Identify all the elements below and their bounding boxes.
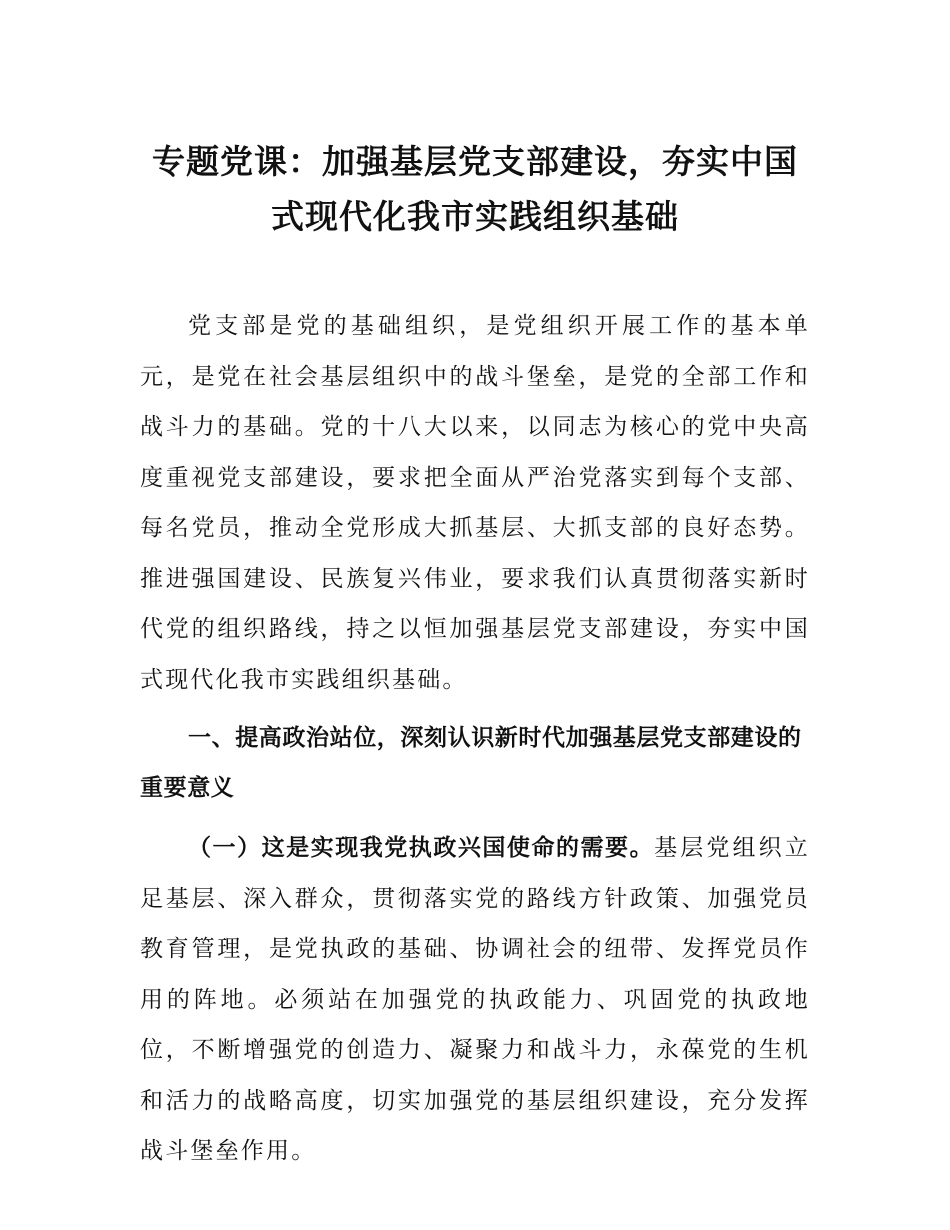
document-title (140, 134, 810, 244)
subsection-one-lead: （一）这是实现我党执政兴国使命的需要。 (188, 835, 655, 861)
section-one-heading: 一、提高政治站位，深刻认识新时代加强基层党支部建设的重要意义 (140, 725, 802, 801)
title-line-1: 专题党课：加强基层党支部建设，夯实中国 (152, 142, 798, 182)
title-line-2: 式现代化我市实践组织基础 (271, 197, 679, 237)
subsection-one-paragraph (140, 823, 810, 1177)
intro-paragraph: 党支部是党的基础组织，是党组织开展工作的基本单元，是党在社会基层组织中的战斗堡垒，是党的全部工作和战斗力的基础。党的十八大以来，以同志为核心的党中央高度重视党支部建设，要求把全面从严治党落实到每个支部、每名党员，推动全党形成大抓基层、大抓支部的良好态势。推进强国建设、民族复兴伟业，要求我们认真贯彻落实新时代党的组织路线，持之以恒加强基层党支部建设，夯实中国式现代化我市实践组织基础。 (140, 313, 810, 693)
subsection-one-body: 基层党组织立足基层、深入群众，贯彻落实党的路线方针政策、加强党员教育管理，是党执政的基础、协调社会的纽带、发挥党员作用的阵地。必须站在加强党的执政能力、巩固党的执政地位，不断增强党的创造力、凝聚力和战斗力，永葆党的生机和活力的战略高度，切实加强党的基层组织建设，充分发挥战斗堡垒作用。 (140, 835, 811, 1164)
